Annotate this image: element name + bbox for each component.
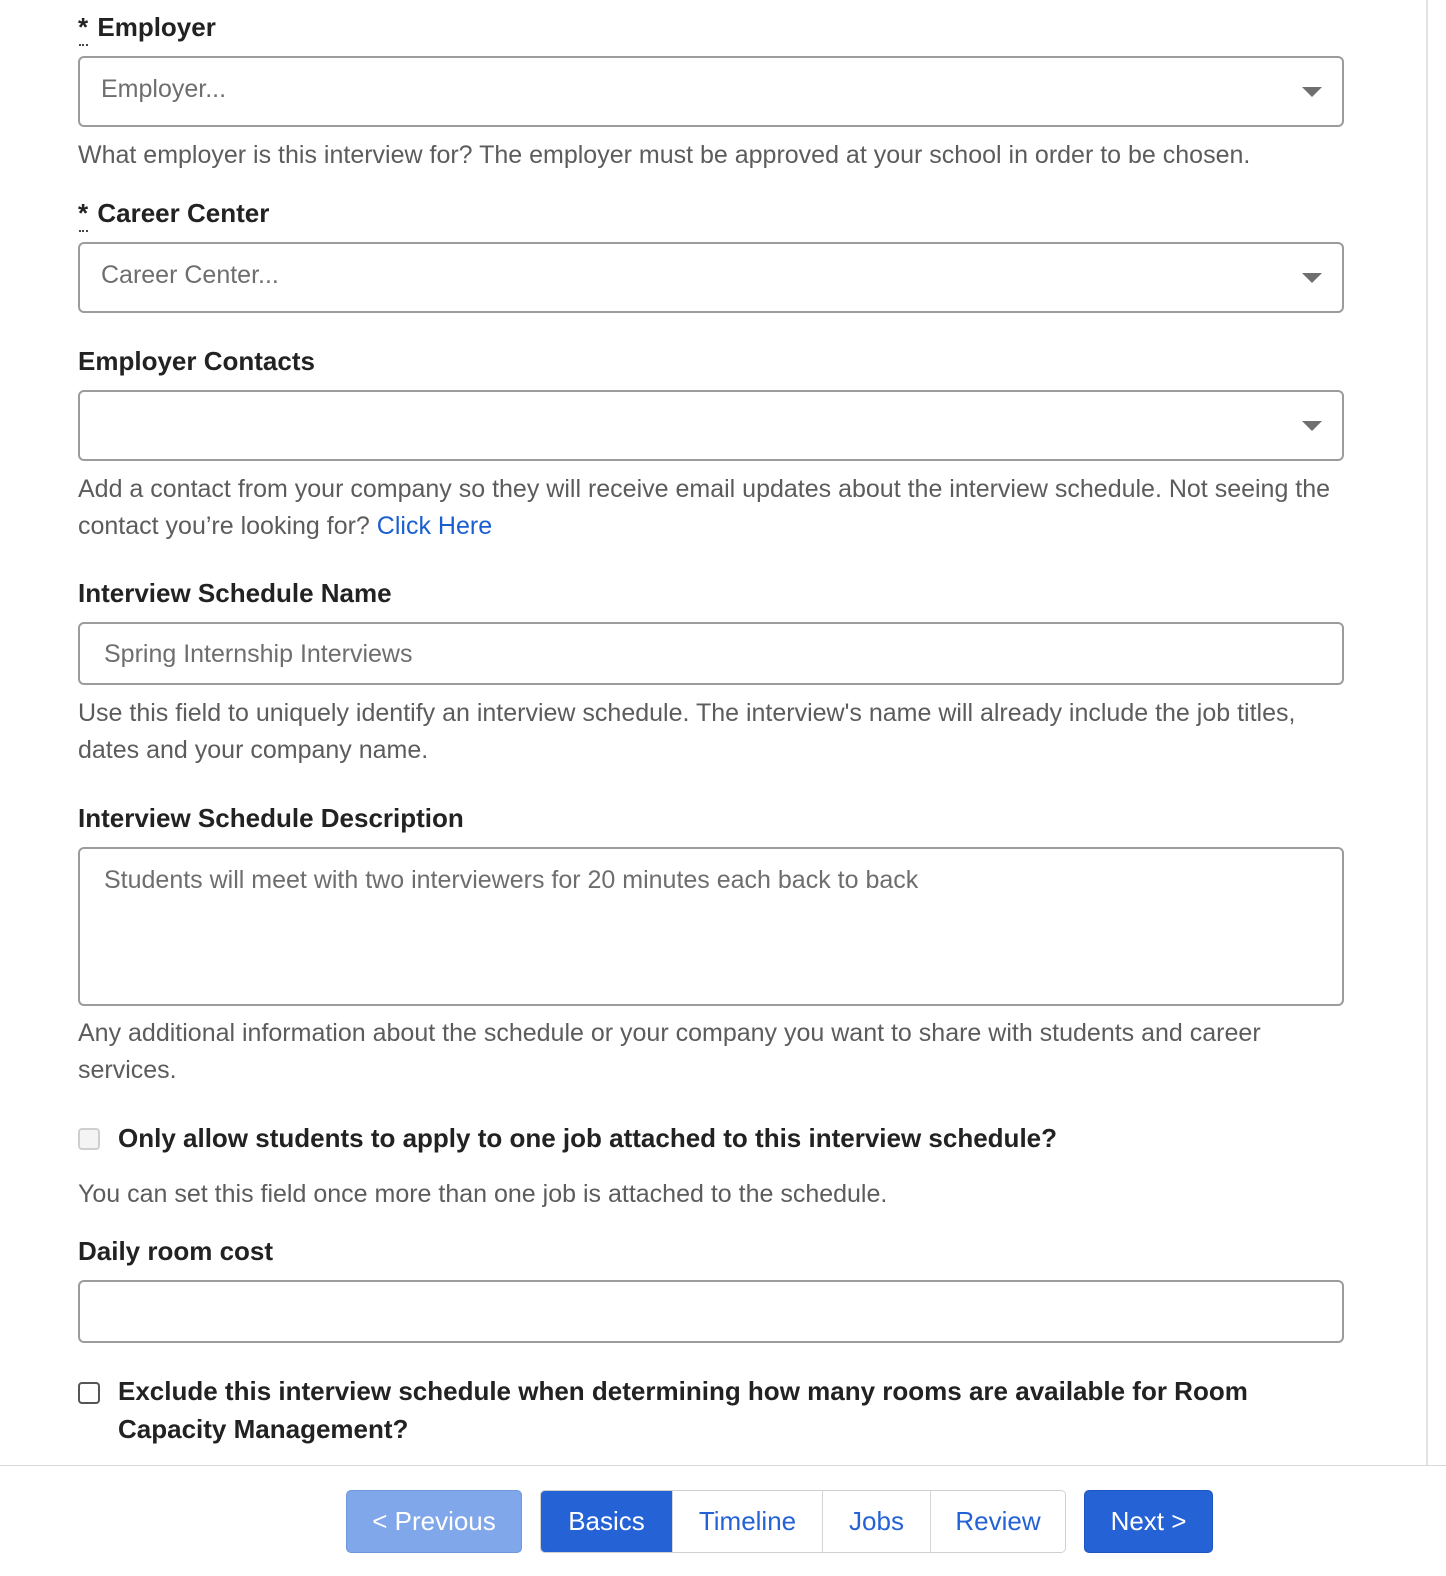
employer-contacts-label: Employer Contacts	[78, 346, 315, 376]
employer-help-text: What employer is this interview for? The employer must be approved at your school in order to be chosen.	[78, 141, 1251, 169]
career-center-select-placeholder: Career Center...	[101, 261, 279, 289]
employer-label: * Employer	[78, 12, 216, 42]
chevron-down-icon	[1302, 421, 1322, 431]
step-tabs	[540, 1490, 1066, 1553]
required-marker: *	[78, 198, 89, 228]
chevron-down-icon	[1302, 87, 1322, 97]
click-here-link[interactable]: Click Here	[376, 512, 493, 540]
schedule-name-help-text: Use this field to uniquely identify an interview schedule. The interview's name will already include the job titles, dates and your company name.	[78, 699, 1296, 764]
schedule-description-label: Interview Schedule Description	[78, 803, 464, 833]
schedule-name-input[interactable]	[78, 622, 1344, 685]
exclude-room-capacity-label: Exclude this interview schedule when determining how many rooms are available for Room Capacity Management?	[118, 1376, 1248, 1444]
career-center-select[interactable]	[78, 242, 1344, 313]
daily-room-cost-input[interactable]	[78, 1280, 1344, 1343]
tab-review[interactable]: Review	[931, 1491, 1065, 1552]
career-center-label: * Career Center	[78, 198, 270, 228]
exclude-room-capacity-checkbox[interactable]	[78, 1382, 100, 1404]
next-button[interactable]: Next >	[1084, 1490, 1213, 1553]
one-job-checkbox[interactable]	[78, 1128, 100, 1150]
employer-contacts-select[interactable]	[78, 390, 1344, 461]
previous-button[interactable]: < Previous	[346, 1490, 522, 1553]
schedule-description-help-text: Any additional information about the schedule or your company you want to share with students and career services.	[78, 1019, 1261, 1084]
daily-room-cost-label: Daily room cost	[78, 1236, 274, 1266]
schedule-name-label: Interview Schedule Name	[78, 578, 392, 608]
employer-select[interactable]	[78, 56, 1344, 127]
required-marker: *	[78, 12, 89, 42]
chevron-down-icon	[1302, 273, 1322, 283]
schedule-description-placeholder: Students will meet with two interviewers for 20 minutes each back to back	[104, 866, 919, 894]
tab-timeline[interactable]: Timeline	[673, 1491, 823, 1552]
one-job-help-text: You can set this field once more than one job is attached to the schedule.	[78, 1180, 888, 1208]
employer-select-placeholder: Employer...	[101, 75, 227, 103]
employer-contacts-help-text: Add a contact from your company so they will receive email updates about the interview schedule. Not seeing the contact you’re looking for? Click Here	[78, 475, 1331, 540]
footer-divider	[0, 1465, 1446, 1466]
schedule-name-placeholder: Spring Internship Interviews	[104, 640, 413, 668]
tab-jobs[interactable]: Jobs	[823, 1491, 931, 1552]
tab-basics[interactable]: Basics	[541, 1491, 673, 1552]
schedule-description-textarea[interactable]	[78, 847, 1344, 1006]
one-job-checkbox-label: Only allow students to apply to one job attached to this interview schedule?	[118, 1123, 1058, 1153]
scrollbar-track[interactable]	[1426, 0, 1428, 1466]
